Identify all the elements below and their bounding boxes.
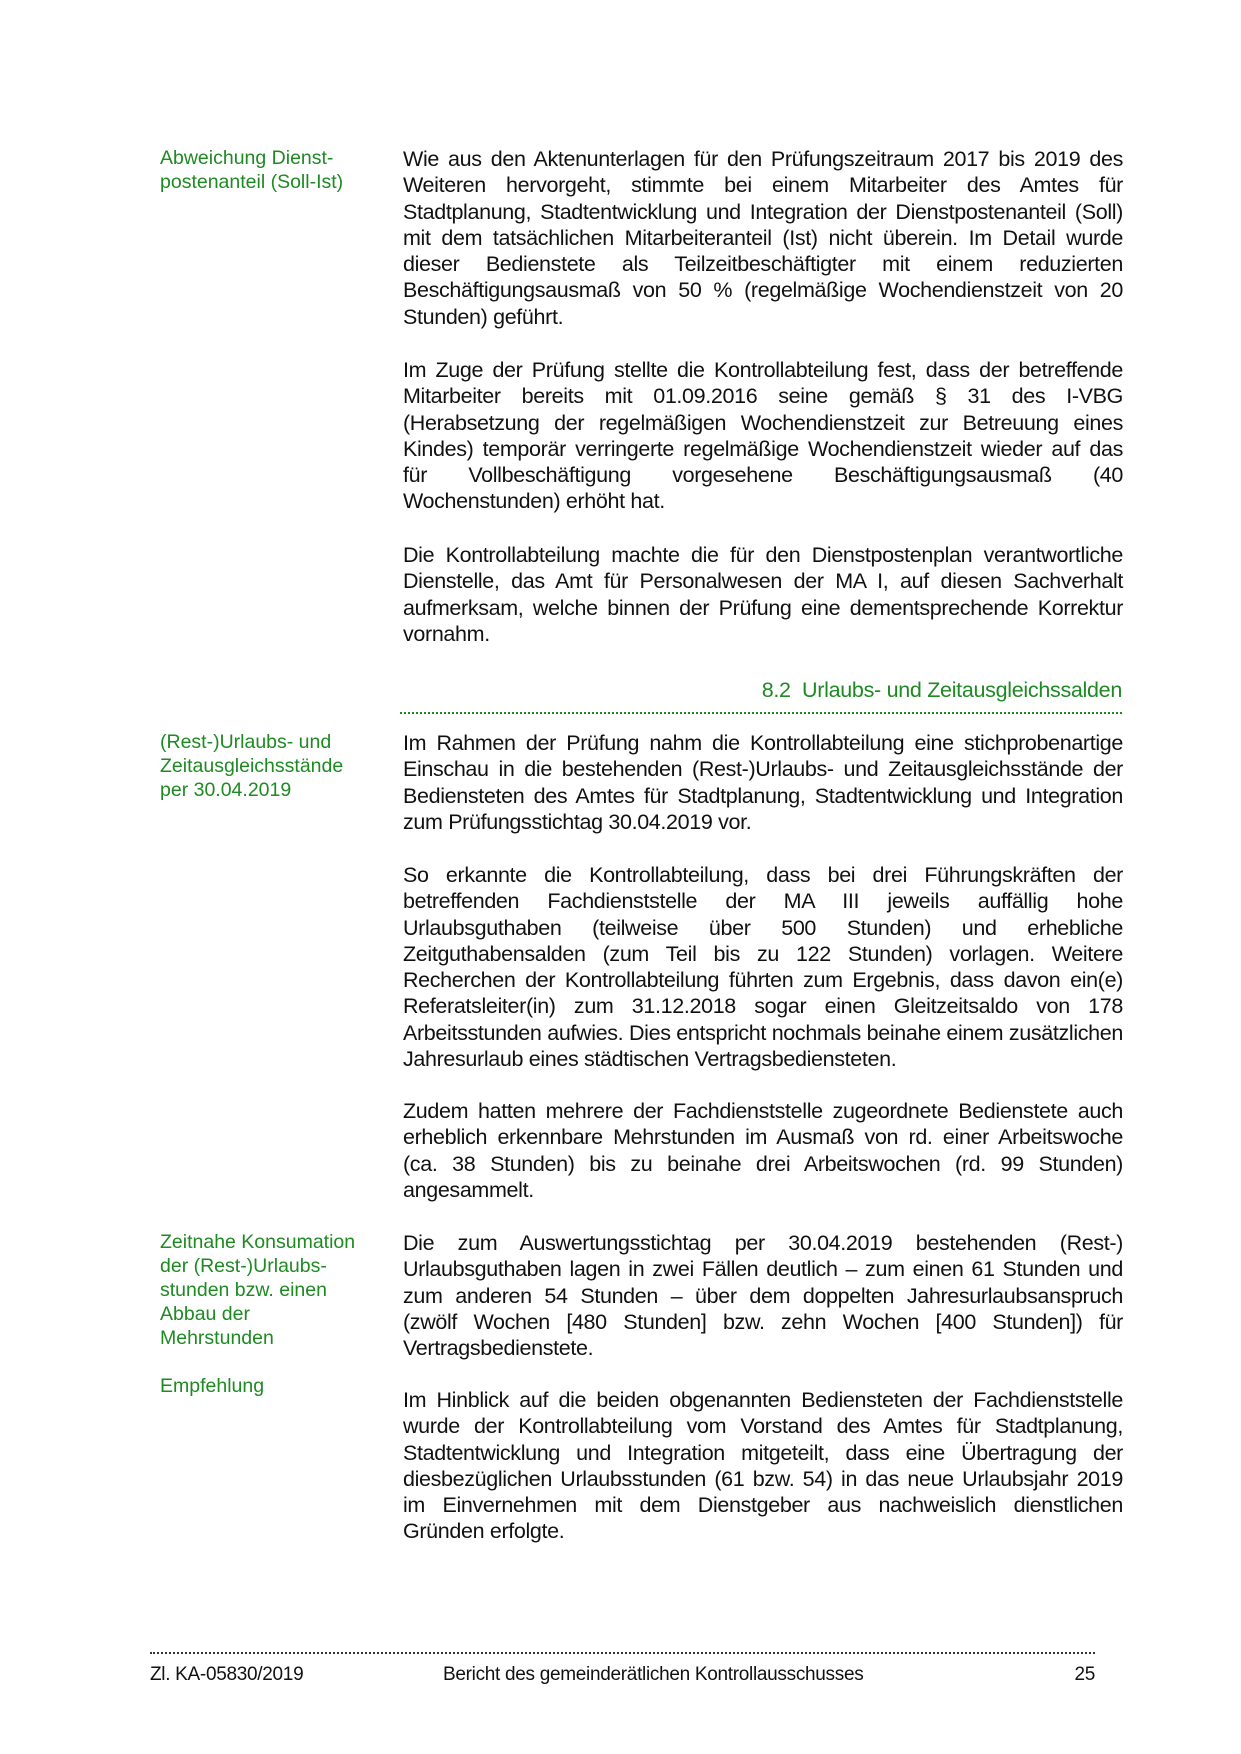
- body-paragraph: Zudem hatten mehrere der Fachdienststelle zugeordnete Bedienstete auch erheblich erkennbare Mehrstunden im Ausmaß von rd. einer Arbeitswoche (ca. 38 Stunden) bis zu beinahe drei Arbeitswochen (rd. 99 Stunden) angesammelt.: [403, 1099, 1123, 1202]
- margin-note-line: Zeitausgleichsstände: [160, 755, 344, 777]
- margin-note-line: Abweichung Dienst-: [160, 147, 334, 169]
- margin-note-line: der (Rest-)Urlaubs-: [160, 1255, 327, 1277]
- margin-note-line: (Rest-)Urlaubs- und: [160, 731, 332, 753]
- body-paragraph: So erkannte die Kontrollabteilung, dass bei drei Führungskräften der betreffenden Fachdienststelle der MA III jeweils auffällig hohe Urlaubsguthaben (teilweise über 500 Stunden) und erhebliche Zeitguthabensalden (zum Teil bis zu 122 Stunden) vorlagen. Weitere Recherchen der Kontrollabteilung führten zum Ergebnis, dass davon ein(e) Referatsleiter(in) zum 31.12.2018 sogar einen Gleitzeitsaldo von 178 Arbeitsstunden aufwies. Dies entspricht nochmals beinahe einem zusätzlichen Jahresurlaub eines städtischen Vertragsbediensteten.: [403, 863, 1123, 1072]
- section-heading: [400, 678, 1122, 714]
- body-paragraph: Die zum Auswertungsstichtag per 30.04.2019 bestehenden (Rest-) Urlaubsguthaben lagen in zwei Fällen deutlich – zum einen 61 Stunden und zum anderen 54 Stunden – über dem doppelten Jahresurlaubsanspruch (zwölf Wochen [480 Stunden] bzw. zehn Wochen [400 Stunden]) für Vertragsbedienstete.: [403, 1231, 1123, 1361]
- paragraph-deviation: [403, 146, 1123, 330]
- margin-note-line: per 30.04.2019: [160, 779, 292, 801]
- margin-note-line: postenanteil (Soll-Ist): [160, 171, 344, 193]
- body-paragraph: Im Hinblick auf die beiden obgenannten Bediensteten der Fachdienststelle wurde der Kontrollabteilung vom Vorstand des Amtes für Stadtplanung, Stadtentwicklung und Integration mitgeteilt, dass eine Übertragung der diesbezüglichen Urlaubsstunden (61 bzw. 54) in das neue Urlaubsjahr 2019 im Einvernehmen mit dem Dienstgeber aus nachweislich dienstlichen Gründen erfolgte.: [403, 1388, 1123, 1544]
- paragraph-overtime: [403, 1098, 1123, 1203]
- margin-note-line: stunden bzw. einen: [160, 1279, 327, 1301]
- margin-note-balances: [160, 730, 370, 802]
- paragraph-transfer: [403, 1387, 1123, 1545]
- section-title: Urlaubs- und Zeitausgleichssalden: [802, 678, 1122, 702]
- section-number: 8.2: [761, 678, 791, 702]
- margin-note-line: Mehrstunden: [160, 1327, 274, 1349]
- margin-note-line: Zeitnahe Konsumation: [160, 1231, 356, 1253]
- margin-note-consumption: [160, 1230, 370, 1398]
- page-number: 25: [1074, 1664, 1095, 1685]
- paragraph-leaders: [403, 862, 1123, 1072]
- footer-title: Bericht des gemeinderätlichen Kontrollausschusses: [443, 1664, 864, 1685]
- body-paragraph: Wie aus den Aktenunterlagen für den Prüfungszeitraum 2017 bis 2019 des Weiteren hervorgeht, stimmte bei einem Mitarbeiter des Amtes für Stadtplanung, Stadtentwicklung und Integration der Dienstpostenanteil (Soll) mit dem tatsächlichen Mitarbeiteranteil (Ist) nicht überein. Im Detail wurde dieser Bedienstete als Teilzeitbeschäftigter mit einem reduzierten Beschäftigungsausmaß von 50 % (regelmäßige Wochendienstzeit von 20 Stunden) geführt.: [403, 147, 1123, 329]
- paragraph-vacation-balance: [403, 1230, 1123, 1361]
- footer-divider: [150, 1652, 1095, 1654]
- body-paragraph: Die Kontrollabteilung machte die für den Dienstpostenplan verantwortliche Dienstelle, das Amt für Personalwesen der MA I, auf diesen Sachverhalt aufmerksam, welche binnen der Prüfung eine dementsprechende Korrektur vornahm.: [403, 543, 1123, 646]
- body-paragraph: Im Zuge der Prüfung stellte die Kontrollabteilung fest, dass der betreffende Mitarbeiter bereits mit 01.09.2016 seine gemäß § 31 des I-VBG (Herabsetzung der regelmäßigen Wochendienstzeit zur Betreuung eines Kindes) temporär verringerte regelmäßige Wochendienstzeit wieder auf das für Vollbeschäftigung vorgesehene Beschäftigungsausmaß (40 Wochenstunden) erhöht hat.: [403, 358, 1123, 514]
- margin-note-recommendation: Empfehlung: [160, 1375, 265, 1397]
- margin-note-line: Abbau der: [160, 1303, 250, 1325]
- paragraph-finding: [403, 357, 1123, 515]
- body-paragraph: Im Rahmen der Prüfung nahm die Kontrollabteilung eine stichprobenartige Einschau in die bestehenden (Rest-)Urlaubs- und Zeitausgleichsstände der Bediensteten des Amtes für Stadtplanung, Stadtentwicklung und Integration zum Prüfungsstichtag 30.04.2019 vor.: [403, 731, 1123, 834]
- paragraph-correction: [403, 542, 1123, 647]
- paragraph-inspection: [403, 730, 1123, 835]
- footer-reference: Zl. KA-05830/2019: [150, 1664, 304, 1685]
- margin-note-deviation: [160, 146, 370, 194]
